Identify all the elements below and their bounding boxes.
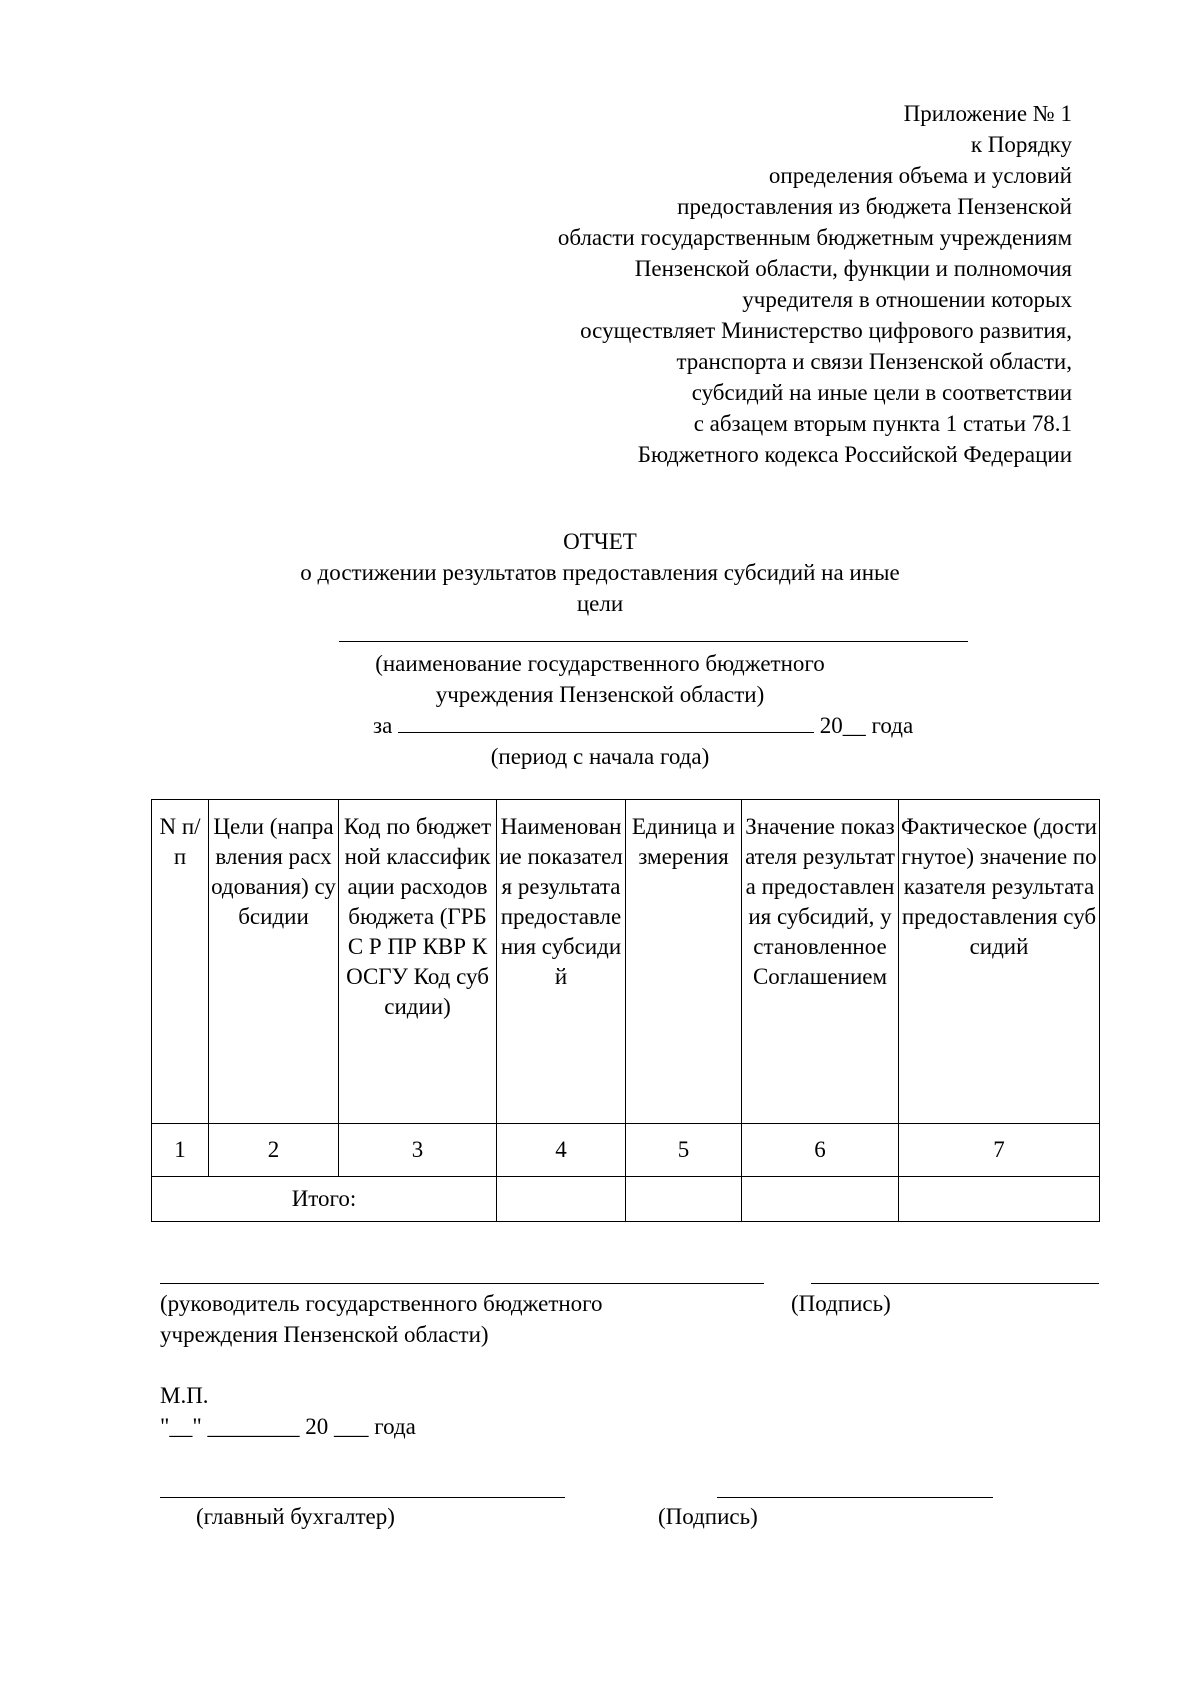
column-number: 4 — [497, 1124, 626, 1177]
total-cell[interactable] — [899, 1177, 1100, 1222]
head-caption: (руководитель государственного бюджетного — [160, 1291, 603, 1316]
table-header-row — [152, 800, 1100, 1124]
appendix-line: области государственным бюджетным учреждениям — [557, 225, 1072, 250]
head-signature-field[interactable] — [811, 1283, 1099, 1284]
date-line: "__" ________ 20 ___ года — [160, 1414, 416, 1439]
head-caption-cont: учреждения Пензенской области) — [160, 1322, 489, 1347]
table-total-row — [152, 1177, 1100, 1222]
period-field[interactable] — [398, 710, 814, 733]
header-cell: Наименование показателя результата предоставления субсидий — [497, 800, 626, 1124]
appendix-line: с абзацем вторым пункта 1 статьи 78.1 — [693, 411, 1072, 436]
seal-label: М.П. — [160, 1383, 209, 1408]
period-year: 20__ года — [819, 713, 914, 738]
appendix-line: к Порядку — [970, 132, 1072, 157]
period-prefix: за — [373, 713, 393, 738]
report-subtitle-cont: цели — [576, 591, 624, 616]
report-heading: ОТЧЕТ — [563, 529, 637, 554]
period-row — [373, 710, 913, 741]
signature-caption: (Подпись) — [791, 1291, 891, 1316]
total-label: Итого: — [152, 1177, 497, 1222]
appendix-line: транспорта и связи Пензенской области, — [676, 349, 1072, 374]
column-number: 7 — [899, 1124, 1100, 1177]
column-number: 3 — [339, 1124, 497, 1177]
appendix-line: предоставления из бюджета Пензенской — [677, 194, 1072, 219]
header-cell: N п/п — [152, 800, 209, 1124]
column-number: 6 — [742, 1124, 899, 1177]
institution-name-line[interactable] — [339, 641, 968, 642]
header-cell: Код по бюджетной классификации расходов бюджета (ГРБС Р ПР КВР КОСГУ Код субсидии) — [339, 800, 497, 1124]
head-signature-line[interactable] — [160, 1283, 764, 1284]
accountant-signature-line[interactable] — [160, 1497, 565, 1498]
institution-caption-cont: учреждения Пензенской области) — [435, 682, 765, 707]
appendix-block — [558, 98, 1072, 470]
accountant-caption: (главный бухгалтер) — [196, 1504, 395, 1529]
header-cell: Цели (направления расходования) субсидии — [209, 800, 339, 1124]
appendix-line: Приложение № 1 — [903, 101, 1072, 126]
appendix-line: определения объема и условий — [768, 163, 1072, 188]
table-number-row — [152, 1124, 1100, 1177]
header-cell: Фактическое (достигнутое) значение показателя результата предоставления субсидий — [899, 800, 1100, 1124]
column-number: 1 — [152, 1124, 209, 1177]
appendix-line: Пензенской области, функции и полномочия — [634, 256, 1072, 281]
signature-caption-2: (Подпись) — [658, 1504, 758, 1529]
column-number: 5 — [626, 1124, 742, 1177]
appendix-line: Бюджетного кодекса Российской Федерации — [637, 442, 1072, 467]
institution-caption: (наименование государственного бюджетного — [375, 651, 825, 676]
period-caption: (период с начала года) — [490, 744, 710, 769]
report-subtitle: о достижении результатов предоставления субсидий на иные — [300, 560, 900, 585]
total-cell[interactable] — [742, 1177, 899, 1222]
appendix-line: субсидий на иные цели в соответствии — [691, 380, 1072, 405]
header-cell: Значение показателя результата предоставления субсидий, установленное Соглашением — [742, 800, 899, 1124]
appendix-line: осуществляет Министерство цифрового развития, — [580, 318, 1072, 343]
column-number: 2 — [209, 1124, 339, 1177]
accountant-signature-field[interactable] — [717, 1497, 993, 1498]
report-table — [151, 799, 1100, 1222]
total-cell[interactable] — [626, 1177, 742, 1222]
header-cell: Единица измерения — [626, 800, 742, 1124]
appendix-line: учредителя в отношении которых — [742, 287, 1072, 312]
total-cell[interactable] — [497, 1177, 626, 1222]
